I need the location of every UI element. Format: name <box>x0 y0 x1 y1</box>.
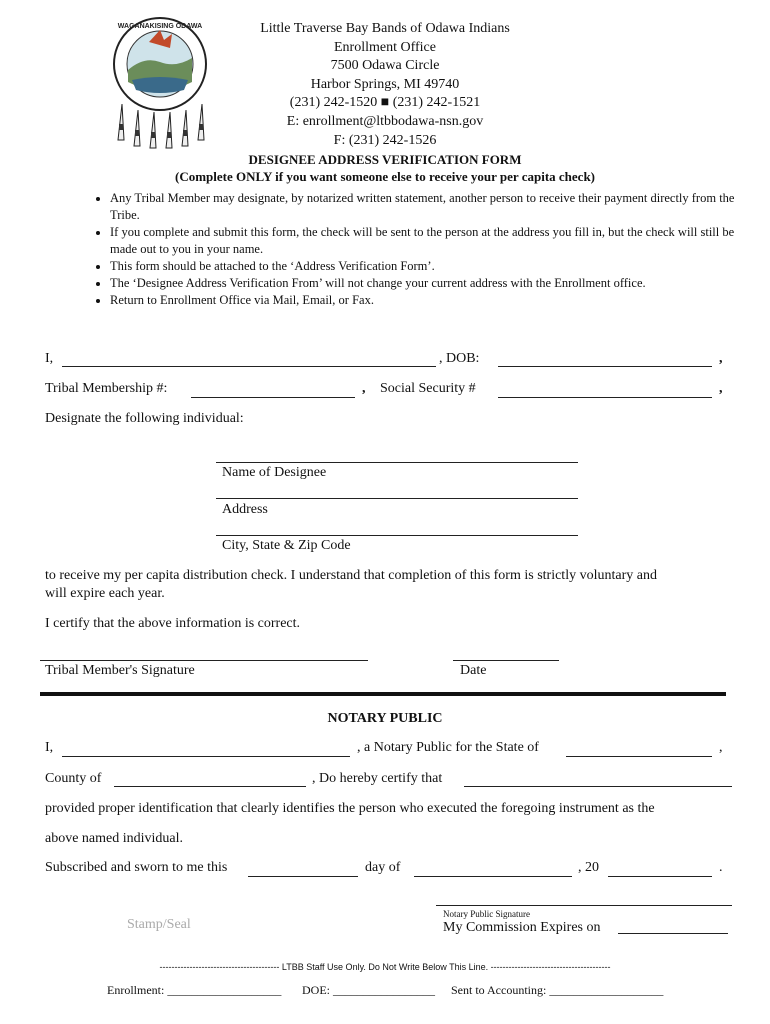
enrollment-staff-field[interactable]: Enrollment: ___________________ <box>107 983 282 997</box>
consent-text-line-2: will expire each year. <box>45 586 165 601</box>
office-name: Enrollment Office <box>334 39 436 55</box>
certify-text: I certify that the above information is correct. <box>45 616 301 631</box>
notary-text-line-1: provided proper identification that clearly identifies the person who executed the foregoing instrument as the <box>45 801 655 816</box>
notary-i-label: I, <box>45 740 54 755</box>
instruction-item: • Any Tribal Member may designate, by notarized written statement, another person to receive their payment directly from the Tribe. <box>110 190 750 224</box>
notary-title: NOTARY PUBLIC <box>327 711 443 726</box>
city-address: Harbor Springs, MI 49740 <box>310 76 460 92</box>
form-subtitle: (Complete ONLY if you want someone else to receive your per capita check) <box>174 169 596 184</box>
commission-expires-field[interactable] <box>618 933 728 934</box>
letterhead <box>200 20 570 150</box>
instruction-item: • This form should be attached to the ‘Address Verification Form’. <box>110 258 750 275</box>
comma: , <box>719 381 723 396</box>
comma: , <box>719 351 723 366</box>
period: . <box>719 860 723 875</box>
designee-city-field[interactable] <box>216 535 578 536</box>
notary-state-label: , a Notary Public for the State of <box>357 740 539 755</box>
certify-label: , Do hereby certify that <box>312 771 443 786</box>
section-divider <box>40 692 726 696</box>
ssn-label: Social Security # <box>380 381 476 396</box>
i-label: I, <box>45 351 54 366</box>
date-label: Date <box>460 663 487 678</box>
notary-text-line-2: above named individual. <box>45 831 184 846</box>
designee-name-field[interactable] <box>216 462 578 463</box>
phone-numbers: (231) 242-1520 ■ (231) 242-1521 <box>289 95 481 111</box>
email-address: E: enrollment@ltbbodawa-nsn.gov <box>286 113 484 129</box>
instruction-item: • Return to Enrollment Office via Mail, Email, or Fax. <box>110 292 750 309</box>
designee-address-field[interactable] <box>216 498 578 499</box>
notary-name-field[interactable] <box>62 756 350 757</box>
tribal-membership-label: Tribal Membership #: <box>45 381 168 396</box>
designee-city-label: City, State & Zip Code <box>222 538 351 553</box>
dob-field[interactable] <box>498 366 712 367</box>
doe-staff-field[interactable]: DOE: _________________ <box>302 983 435 997</box>
signature-label: Tribal Member's Signature <box>45 663 195 678</box>
notary-signature-label: Notary Public Signature <box>443 909 530 919</box>
certified-person-field[interactable] <box>464 786 732 787</box>
tribal-membership-field[interactable] <box>191 397 355 398</box>
member-signature-field[interactable] <box>40 660 368 661</box>
notary-state-field[interactable] <box>566 756 712 757</box>
stamp-seal-label: Stamp/Seal <box>127 917 191 932</box>
designate-text: Designate the following individual: <box>45 411 244 426</box>
notary-signature-field[interactable] <box>436 905 732 906</box>
street-address: 7500 Odawa Circle <box>330 58 440 74</box>
designee-name-label: Name of Designee <box>222 465 327 480</box>
member-name-field[interactable] <box>62 366 436 367</box>
instruction-item: • If you complete and submit this form, the check will be sent to the person at the address you fill in, but the check will still be made out to you in your name. <box>110 224 750 258</box>
staff-use-notice: ---------------------------------------- LTBB Staff Use Only. Do Not Write Below This Line. ---------------------------------------- <box>159 962 611 972</box>
accounting-staff-field[interactable]: Sent to Accounting: ___________________ <box>451 983 664 997</box>
comma: , <box>362 381 366 396</box>
sworn-month-field[interactable] <box>414 876 572 877</box>
fax-number: F: (231) 242-1526 <box>333 132 437 148</box>
commission-expires-label: My Commission Expires on <box>443 920 601 935</box>
org-name: Little Traverse Bay Bands of Odawa Indians <box>260 21 510 36</box>
comma: , <box>719 740 723 755</box>
sworn-year-field[interactable] <box>608 876 712 877</box>
ssn-field[interactable] <box>498 397 712 398</box>
instructions-list <box>82 190 750 309</box>
sworn-label: Subscribed and sworn to me this <box>45 860 228 875</box>
form-title: DESIGNEE ADDRESS VERIFICATION FORM <box>248 152 522 167</box>
svg-text:WAGANAKISING ODAWA: WAGANAKISING ODAWA <box>117 23 203 30</box>
designee-address-label: Address <box>222 502 268 517</box>
county-label: County of <box>45 771 102 786</box>
instruction-item: • The ‘Designee Address Verification From’ will not change your current address with the Enrollment office. <box>110 275 750 292</box>
year-prefix-label: , 20 <box>578 860 599 875</box>
sworn-day-field[interactable] <box>248 876 358 877</box>
county-field[interactable] <box>114 786 306 787</box>
signature-date-field[interactable] <box>453 660 559 661</box>
consent-text-line-1: to receive my per capita distribution check. I understand that completion of this form is strictly voluntary and <box>45 568 657 583</box>
dob-label: , DOB: <box>439 351 480 366</box>
day-of-label: day of <box>365 860 401 875</box>
